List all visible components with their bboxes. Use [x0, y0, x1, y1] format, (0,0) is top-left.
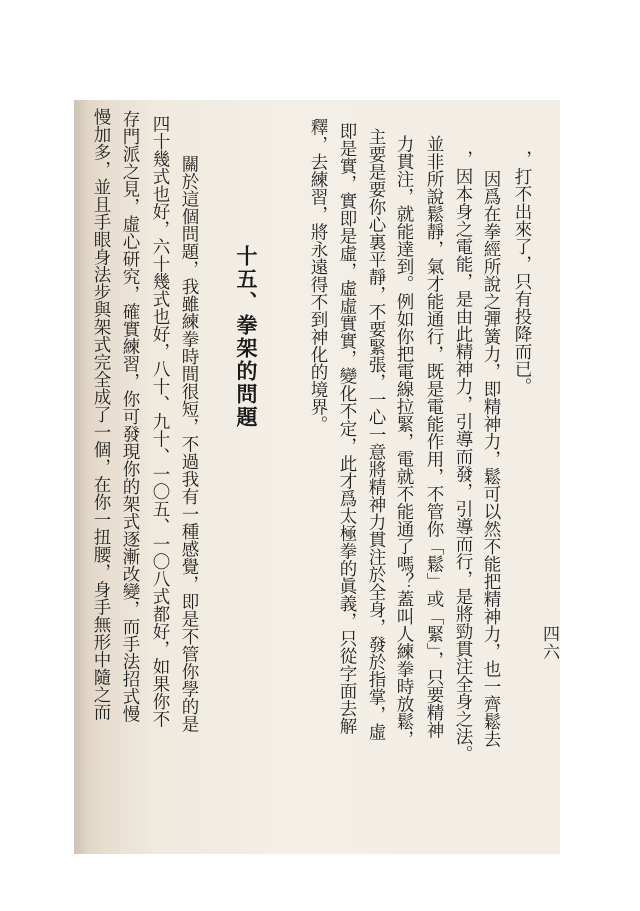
text-column: 四十幾式也好，六十幾式也好，八十、九十、一〇五、一〇八式都好，如果你不: [150, 115, 170, 728]
text-column: 慢加多，並且手眼身法步與架式完全成了一個，在你一扭腰，身手無形中隨之而: [91, 108, 111, 721]
text-column: 釋，去練習，將永遠得不到神化的境界。: [308, 118, 328, 433]
text-column: 關於這個問題，我雖練拳時間很短，不過我有一種感覺，即是不管你學的是: [179, 155, 199, 733]
page-number: 四六: [539, 625, 559, 661]
text-column: ，打不出來了，只有投降而已。: [512, 150, 532, 395]
text-column: 即是實，實即是虛，虛虛實實，變化不定，此才爲太極拳的眞義，只從字面去解: [337, 122, 357, 735]
section-heading: 十五、拳架的問題: [234, 245, 258, 429]
text-column: 主要是要你心裏平靜，不要緊張，一心一意將精神力貫注於全身，發於指掌，虛: [366, 128, 386, 741]
text-column: 存門派之見，虛心研究，確實練習，你可發現你的架式逐漸改變，而手法招式慢: [120, 110, 140, 723]
text-column: 並非所說鬆靜，氣才能通行，既是電能作用，不管你「鬆」或「緊」，只要精神: [424, 135, 444, 739]
text-column: 力貫注，就能達到。例如你把電線拉緊，電就不能通了嗎？蓋叫人練拳時放鬆，: [394, 135, 414, 748]
text-column: ，因本身之電能，是由此精神力，引導而發，引導而行，是將勁貫注全身之法。: [453, 150, 473, 763]
spine-shadow: [74, 100, 88, 854]
text-column: 因爲在拳經所說之彈簧力，即精神力，鬆可以然不能把精神力，也一齊鬆去: [481, 170, 501, 748]
bleed-through-text: [258, 150, 281, 278]
